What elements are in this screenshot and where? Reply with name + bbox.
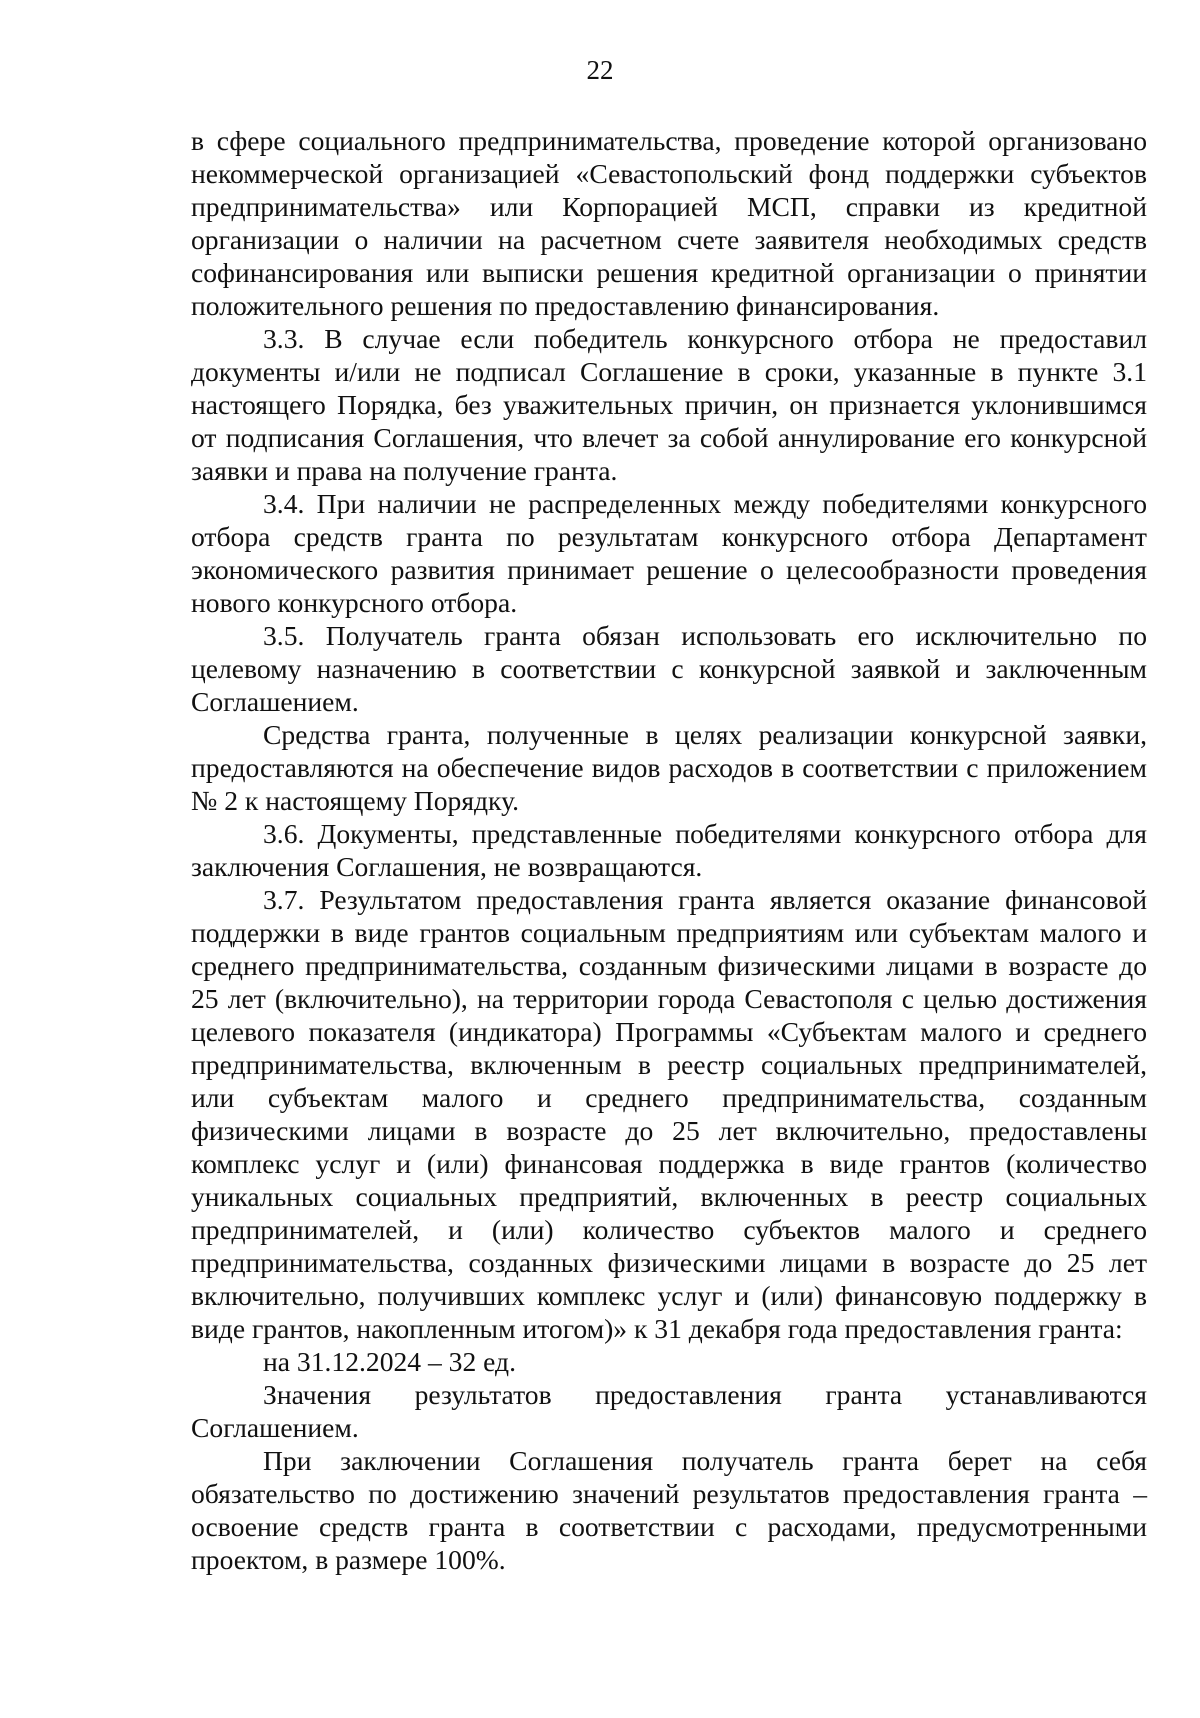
- paragraph-grant-funds: Средства гранта, полученные в целях реализации конкурсной заявки, предоставляются на обеспечение видов расходов в соответствии с приложением № 2 к настоящему Порядку.: [191, 719, 1147, 816]
- document-body: [191, 124, 1147, 1576]
- page-number: 22: [586, 55, 614, 85]
- paragraph-result-values: Значения результатов предоставления гранта устанавливаются Соглашением.: [191, 1379, 1147, 1443]
- target-value-line: на 31.12.2024 – 32 ед.: [263, 1346, 516, 1377]
- paragraph-3-5: 3.5. Получатель гранта обязан использовать его исключительно по целевому назначению в соответствии с конкурсной заявкой и заключенным Соглашением.: [191, 620, 1147, 717]
- paragraph-continuation: в сфере социального предпринимательства, проведение которой организовано некоммерческой организацией «Севастопольский фонд поддержки субъектов предпринимательства» или Корпорацией МСП, справки из кредитной организации о наличии на расчетном счете заявителя необходимых средств софинансирования или выписки решения кредитной организации о принятии положительного решения по предоставлению финансирования.: [191, 125, 1147, 321]
- paragraph-obligation: При заключении Соглашения получатель гранта берет на себя обязательство по достижению значений результатов предоставления гранта – освоение средств гранта в соответствии с расходами, предусмотренными проектом, в размере 100%.: [191, 1445, 1147, 1575]
- paragraph-3-3: 3.3. В случае если победитель конкурсного отбора не предоставил документы и/или не подписал Соглашение в сроки, указанные в пункте 3.1 настоящего Порядка, без уважительных причин, он признается уклонившимся от подписания Соглашения, что влечет за собой аннулирование его конкурсной заявки и права на получение гранта.: [191, 323, 1147, 486]
- paragraph-3-6: 3.6. Документы, представленные победителями конкурсного отбора для заключения Соглашения, не возвращаются.: [191, 818, 1147, 882]
- paragraph-3-4: 3.4. При наличии не распределенных между победителями конкурсного отбора средств гранта по результатам конкурсного отбора Департамент экономического развития принимает решение о целесообразности проведения нового конкурсного отбора.: [191, 488, 1147, 618]
- paragraph-3-7: 3.7. Результатом предоставления гранта является оказание финансовой поддержки в виде грантов социальным предприятиям или субъектам малого и среднего предпринимательства, созданным физическими лицами в возрасте до 25 лет (включительно), на территории города Севастополя с целью достижения целевого показателя (индикатора) Программы «Субъектам малого и среднего предпринимательства, включенным в реестр социальных предпринимателей, или субъектам малого и среднего предпринимательства, созданным физическими лицами в возрасте до 25 лет включительно, предоставлены комплекс услуг и (или) финансовая поддержка в виде грантов (количество уникальных социальных предприятий, включенных в реестр социальных предпринимателей, и (или) количество субъектов малого и среднего предпринимательства, созданных физическими лицами в возрасте до 25 лет включительно, получивших комплекс услуг и (или) финансовую поддержку в виде грантов, накопленным итогом)» к 31 декабря года предоставления гранта:: [191, 884, 1147, 1344]
